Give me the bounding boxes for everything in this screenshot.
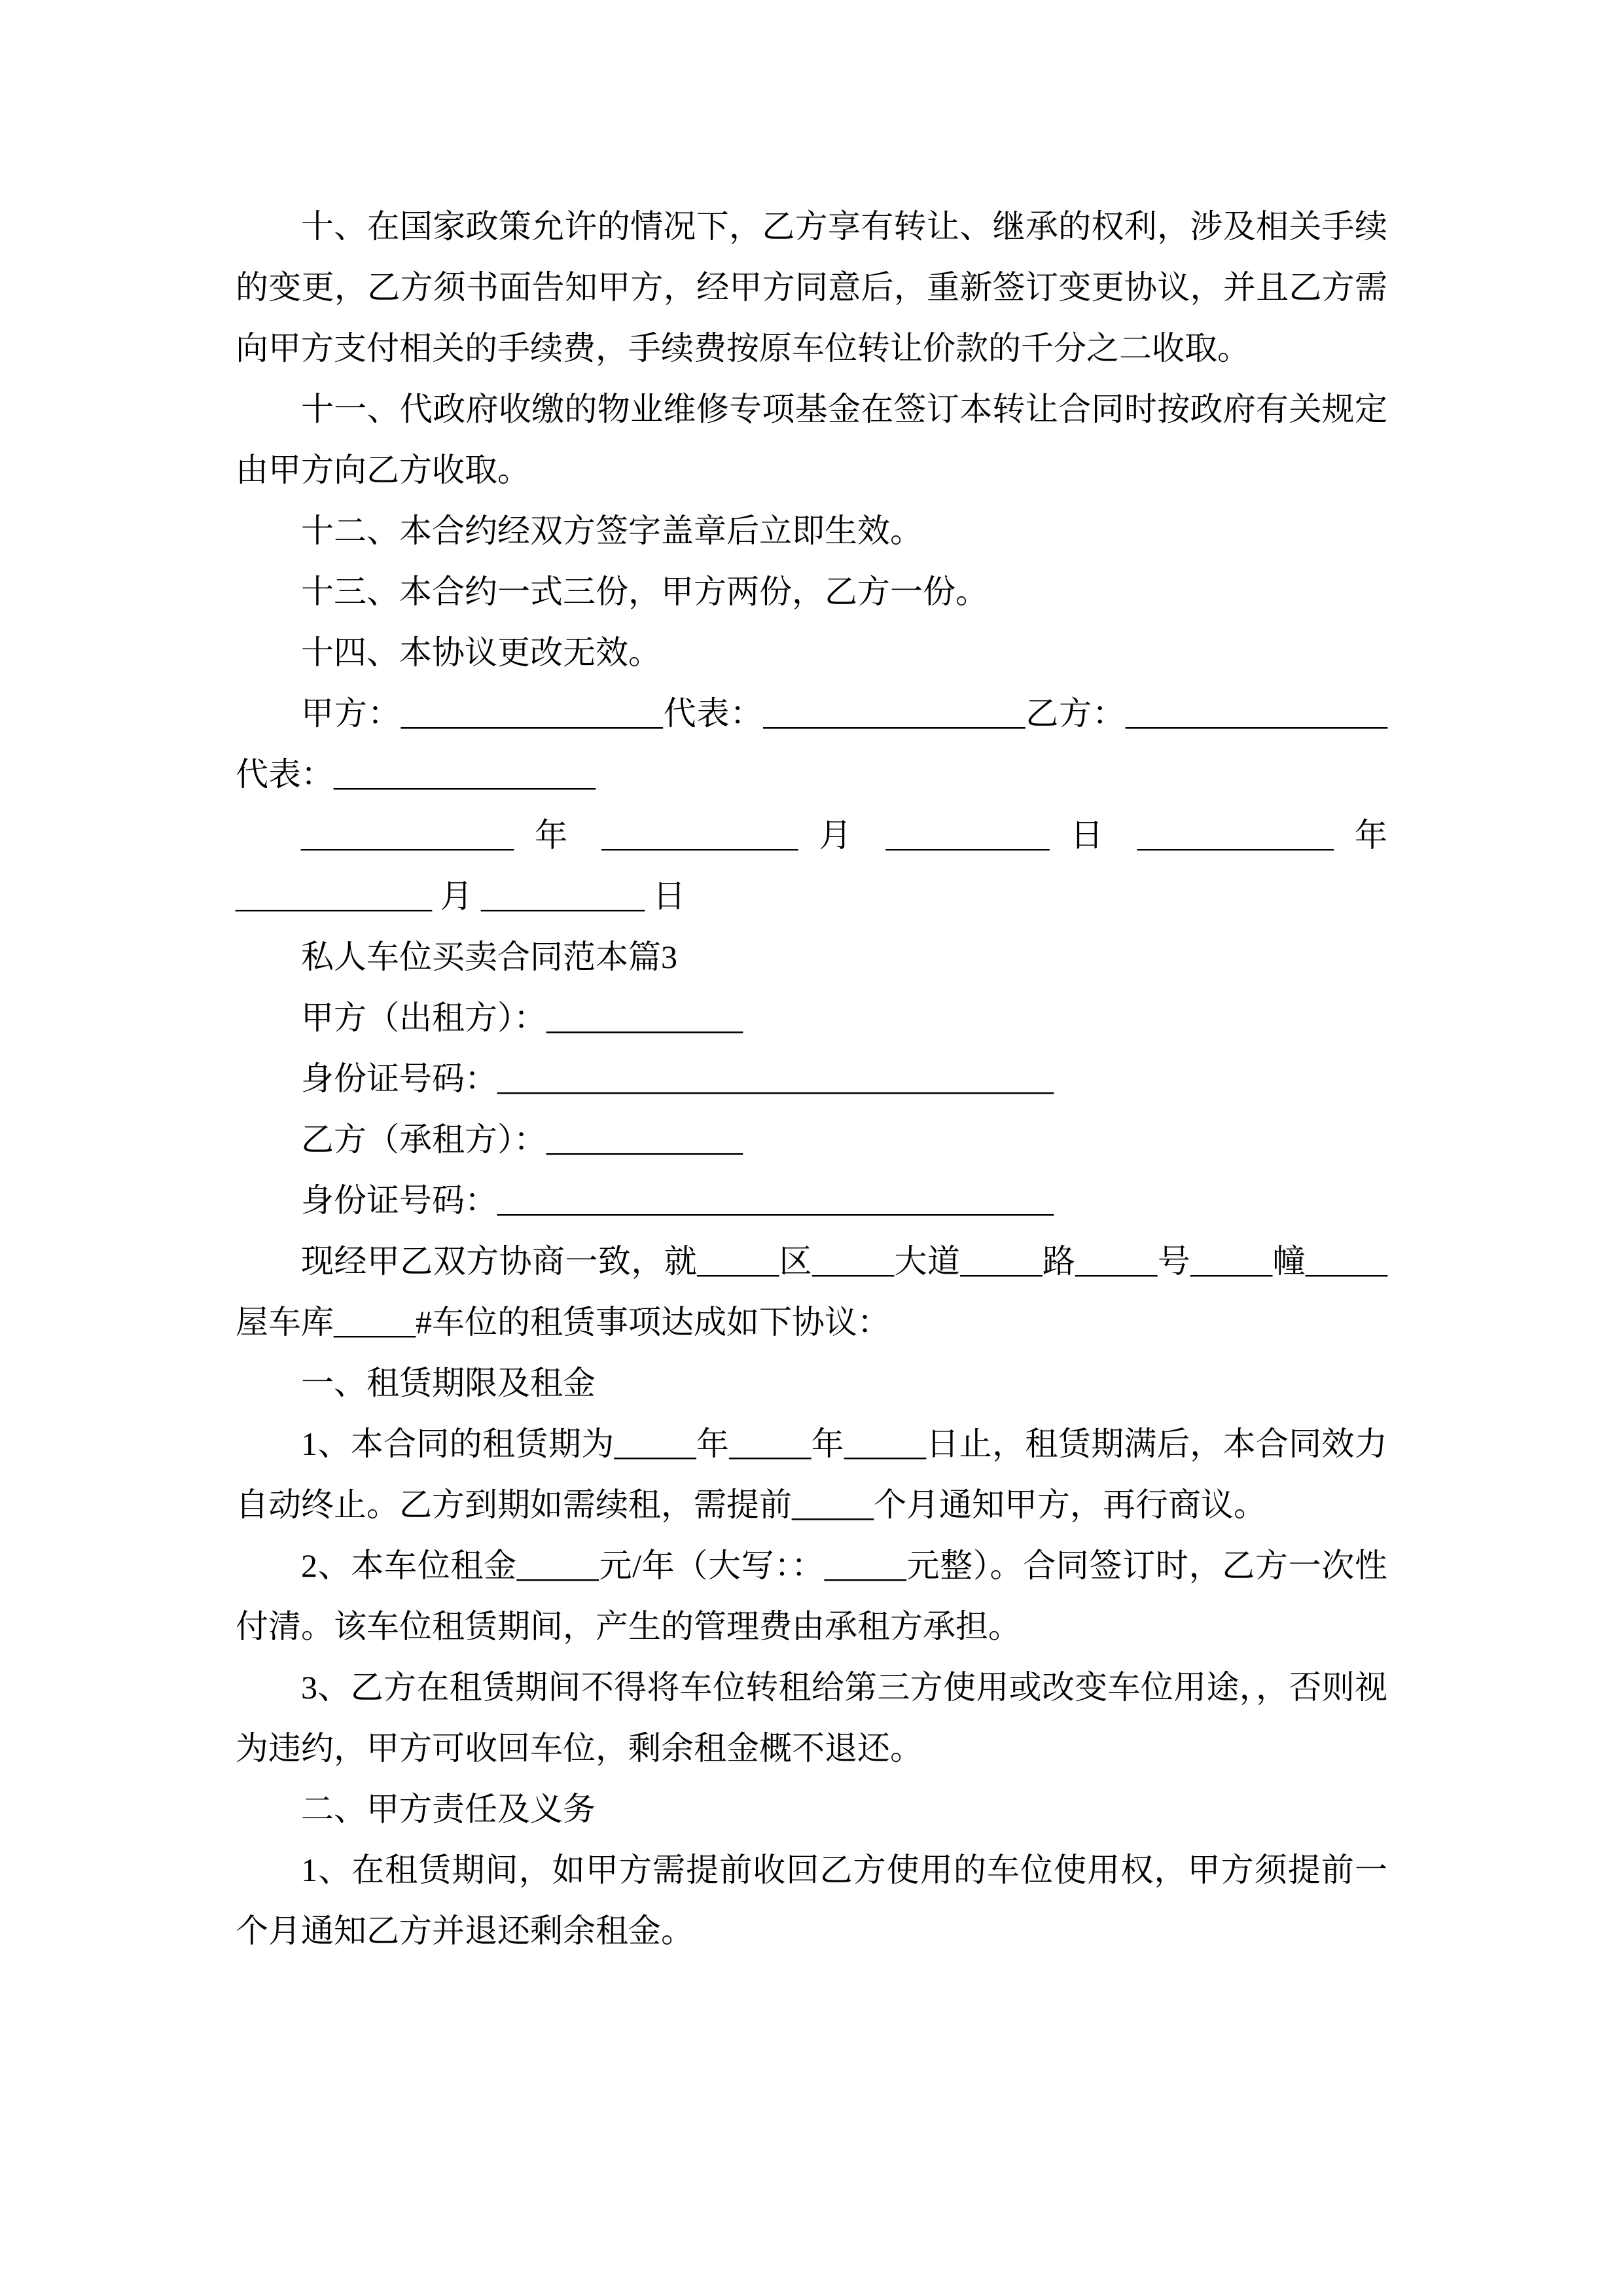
lease-term-clause: 1、本合同的租赁期为_____年_____年_____日止，租赁期满后，本合同效力自动终止。乙方到期如需续租，需提前_____个月通知甲方，再行商议。 (236, 1426, 1387, 1523)
clause-twelve: 十二、本合约经双方签字盖章后立即生效。 (301, 512, 923, 549)
template-part-3-heading: 私人车位买卖合同范本篇3 (301, 939, 677, 975)
section-one-heading: 一、租赁期限及租金 (301, 1365, 596, 1401)
party-b-lessee-line: 乙方（承租方）：____________ (301, 1121, 743, 1158)
signature-parties-line: 甲方：________________代表：________________乙方：________________代表：________________ (236, 695, 1387, 793)
clause-fourteen: 十四、本协议更改无效。 (301, 634, 661, 671)
section-two-heading: 二、甲方责任及义务 (301, 1791, 596, 1827)
party-a-lessor-line: 甲方（出租方）：____________ (301, 999, 743, 1036)
signature-date-line: _____________ 年 ____________ 月 __________ 日 ____________ 年 ____________ 月 __________ 日 (236, 817, 1387, 914)
rent-amount-clause: 2、本车位租金_____元/年（大写：：_____元整）。合同签订时，乙方一次性付清。该车位租赁期间，产生的管理费由承租方承担。 (236, 1547, 1387, 1645)
party-b-id-number-line: 身份证号码：__________________________________ (301, 1182, 1054, 1219)
agreement-intro-line: 现经甲乙双方协商一致，就_____区_____大道_____路_____号_____幢_____屋车库_____#车位的租赁事项达成如下协议： (236, 1243, 1387, 1340)
clause-eleven: 十一、代政府收缴的物业维修专项基金在签订本转让合同时按政府有关规定由甲方向乙方收取。 (236, 391, 1387, 488)
early-repossession-clause: 1、在租赁期间，如甲方需提前收回乙方使用的车位使用权，甲方须提前一个月通知乙方并退还剩余租金。 (236, 1852, 1387, 1949)
clause-thirteen: 十三、本合约一式三份，甲方两份，乙方一份。 (301, 573, 988, 610)
party-a-id-number-line: 身份证号码：__________________________________ (301, 1060, 1054, 1097)
clause-ten: 十、在国家政策允许的情况下，乙方享有转让、继承的权利，涉及相关手续的变更，乙方须书面告知甲方，经甲方同意后，重新签订变更协议，并且乙方需向甲方支付相关的手续费，手续费按原车位转让价款的千分之二收取。 (236, 208, 1387, 367)
no-sublet-clause: 3、乙方在租赁期间不得将车位转租给第三方使用或改变车位用途，，否则视为违约，甲方可收回车位，剩余租金概不退还。 (236, 1669, 1387, 1767)
